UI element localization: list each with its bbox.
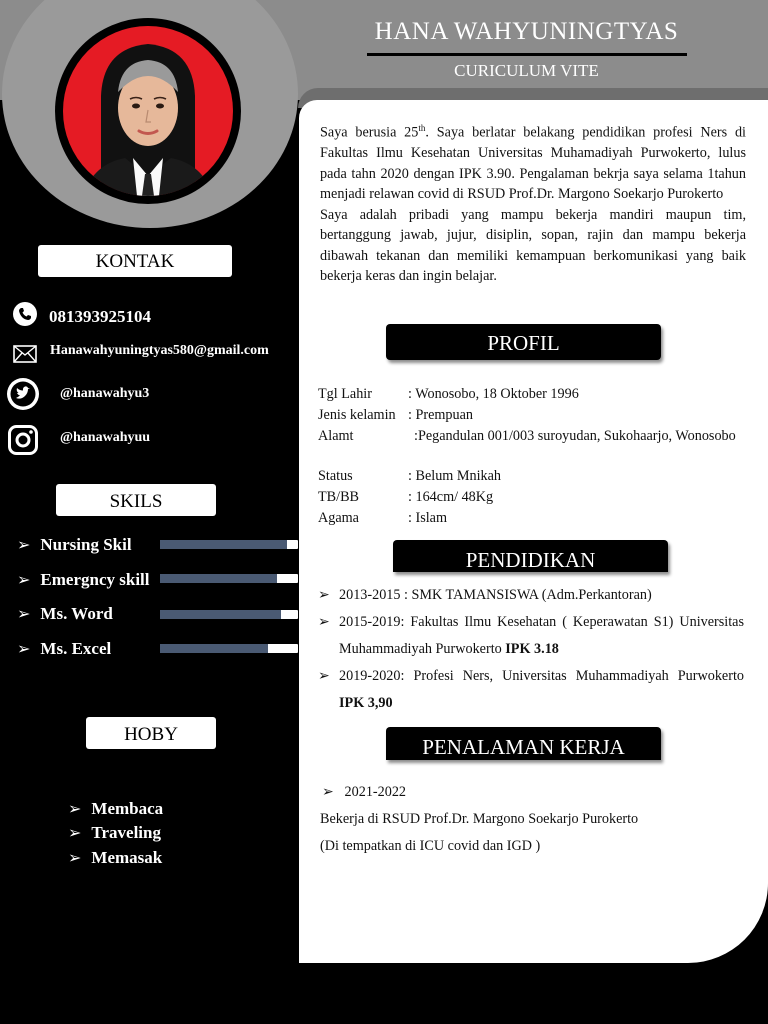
intro-paragraph [320, 118, 746, 287]
skill-bar [160, 574, 298, 583]
skill-item [17, 639, 111, 659]
pendidikan-item-body: 2013-2015 : SMK TAMANSISWA (Adm.Perkantoran) [339, 587, 652, 603]
intro-text-start: Saya berusia 25 [320, 124, 419, 141]
hobby-item [68, 823, 161, 843]
kontak-section-title: KONTAK [38, 245, 232, 277]
envelope-icon [13, 345, 37, 363]
pendidikan-item-text [339, 663, 744, 717]
arrowhead-bullet-icon: ➢ [322, 784, 334, 800]
arrowhead-bullet-icon: ➢ [68, 825, 82, 842]
profil-label: TB/BB [318, 489, 359, 505]
pengalaman-line-2: (Di tempatkan di ICU covid dan IGD ) [320, 838, 541, 854]
phone-icon [13, 302, 37, 326]
pengalaman-line-1: Bekerja di RSUD Prof.Dr. Margono Soekarjo Purokerto [320, 811, 639, 827]
skill-name: Nursing Skil [40, 535, 132, 554]
arrowhead-bullet-icon: ➢ [318, 614, 330, 630]
skill-bar [160, 610, 298, 619]
profil-label: Tgl Lahir [318, 386, 372, 402]
pendidikan-item-text [339, 609, 744, 663]
profile-photo [63, 26, 233, 196]
skill-bar-fill [160, 610, 281, 619]
hoby-section-title: HOBY [86, 717, 216, 749]
name-underline [367, 53, 687, 56]
skill-bar [160, 540, 298, 549]
profil-value: : 164cm/ 48Kg [408, 489, 494, 505]
arrowhead-bullet-icon: ➢ [17, 537, 31, 554]
twitter-bird-icon [7, 378, 39, 410]
hobby-text: Traveling [91, 823, 161, 842]
email-address[interactable]: Hanawahyuningtyas580@gmail.com [50, 343, 269, 358]
skill-item [17, 604, 113, 624]
pengalaman-section-title: PENALAMAN KERJA [386, 727, 661, 760]
pendidikan-item-body: 2019-2020: Profesi Ners, Universitas Muhammadiyah Purwokerto [339, 668, 744, 684]
skill-bar-fill [160, 540, 287, 549]
skill-name: Ms. Excel [40, 639, 112, 658]
arrowhead-bullet-icon: ➢ [318, 668, 330, 684]
hobby-text: Memasak [91, 848, 163, 867]
candidate-name: HANA WAHYUNINGTYAS [374, 18, 679, 45]
pengalaman-period-text: 2021-2022 [344, 784, 407, 800]
arrowhead-bullet-icon: ➢ [17, 641, 31, 658]
skill-bar-fill [160, 644, 268, 653]
skill-item [17, 570, 150, 590]
skill-name: Ms. Word [40, 604, 113, 623]
hobby-item [68, 799, 163, 819]
skils-section-title: SKILS [56, 484, 216, 516]
intro-superscript: th [418, 123, 426, 133]
arrowhead-bullet-icon: ➢ [68, 850, 82, 867]
profil-value: : Prempuan [408, 407, 474, 423]
pendidikan-gpa: IPK 3.18 [505, 641, 559, 657]
phone-number[interactable]: 081393925104 [49, 307, 151, 326]
skill-bar [160, 644, 298, 653]
skill-name: Emergncy skill [40, 570, 150, 589]
profil-label: Jenis kelamin [318, 407, 396, 423]
instagram-handle[interactable]: @hanawahyuu [60, 430, 151, 445]
pendidikan-item-text [339, 582, 744, 609]
hobby-text: Membaca [91, 799, 164, 818]
profil-value: : Islam [408, 510, 448, 526]
instagram-icon [8, 425, 38, 455]
profil-label: Status [318, 468, 353, 484]
profil-section-title: PROFIL [386, 324, 661, 360]
arrowhead-bullet-icon: ➢ [68, 801, 82, 818]
profil-value: :Pegandulan 001/003 suroyudan, Sukohaarjo, Wonosobo [414, 428, 736, 444]
twitter-handle[interactable]: @hanawahyu3 [60, 386, 150, 401]
portrait-illustration [63, 26, 233, 196]
skill-item [17, 535, 132, 555]
pendidikan-item-body: 2015-2019: Fakultas Ilmu Kesehatan ( Keperawatan S1) Universitas Muhammadiyah Purwokerto [339, 614, 744, 657]
hobby-item [68, 848, 162, 868]
intro-text-rest: . Saya berlatar belakang pendidikan profesi Ners di Fakultas Ilmu Kesehatan Universitas Muhamadiyah Purwokerto, lulus pada tahn 2020 dengan IPK 3.90. Pengalaman bekrja saya selama 1tahun menjadi relawan covid di RSUD Prof.Dr. Margono Soekarjo Purokerto [320, 124, 746, 203]
pendidikan-section-title: PENDIDIKAN [393, 540, 668, 572]
pendidikan-gpa: IPK 3,90 [339, 695, 393, 711]
skill-bar-fill [160, 574, 277, 583]
arrowhead-bullet-icon: ➢ [17, 572, 31, 589]
intro-second-paragraph: Saya adalah pribadi yang mampu bekerja mandiri maupun tim, bertanggung jawab, jujur, disiplin, sopan, rajin dan mampu bekerja dibawah tekanan dan memiliki kemampuan berkomunikasi yang baik bekerja keras dan ingin belajar. [320, 206, 746, 285]
arrowhead-bullet-icon: ➢ [318, 587, 330, 603]
arrowhead-bullet-icon: ➢ [17, 606, 31, 623]
profil-value: : Wonosobo, 18 Oktober 1996 [408, 386, 579, 402]
document-subtitle: CURICULUM VITE [454, 61, 599, 80]
profil-label: Alamt [318, 428, 354, 444]
profil-label: Agama [318, 510, 359, 526]
profil-value: : Belum Mnikah [408, 468, 502, 484]
pengalaman-period [322, 782, 406, 803]
